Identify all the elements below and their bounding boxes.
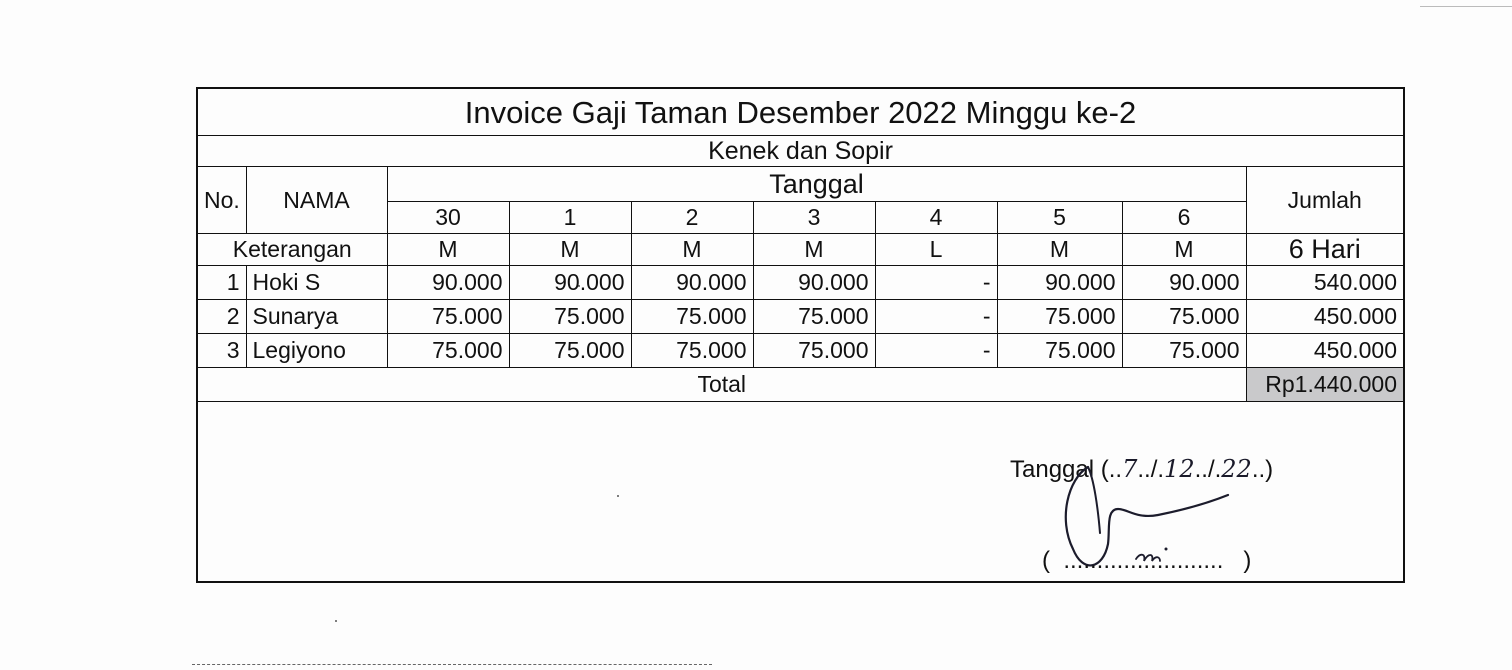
row-value: 75.000 (509, 300, 631, 334)
date-cell: 4 (875, 202, 997, 234)
header-nama: NAMA (246, 167, 387, 234)
date-cell: 2 (631, 202, 753, 234)
row-nama: Hoki S (246, 266, 387, 300)
sign-open-paren: ( (1042, 547, 1050, 574)
signature-date-label: Tanggal ( (1010, 456, 1109, 483)
header-tanggal: Tanggal (387, 167, 1246, 202)
row-value: 90.000 (509, 266, 631, 300)
invoice-subtitle: Kenek dan Sopir (198, 136, 1403, 167)
code-cell: M (509, 234, 631, 266)
row-jumlah: 450.000 (1246, 334, 1403, 368)
row-value: 75.000 (997, 334, 1122, 368)
total-row (198, 368, 1403, 402)
row-jumlah: 540.000 (1246, 266, 1403, 300)
row-value: 75.000 (1122, 300, 1246, 334)
signature-date: Tanggal (..7../.12../.22..) (1010, 455, 1274, 483)
code-cell: M (753, 234, 875, 266)
jumlah-hari: 6 Hari (1246, 234, 1403, 266)
row-value: 90.000 (631, 266, 753, 300)
row-value: 75.000 (387, 334, 509, 368)
row-value: 75.000 (387, 300, 509, 334)
row-value: 90.000 (753, 266, 875, 300)
code-cell: M (997, 234, 1122, 266)
total-label: Total (198, 368, 1246, 402)
date-cell: 5 (997, 202, 1122, 234)
code-cell: M (631, 234, 753, 266)
row-value: 75.000 (1122, 334, 1246, 368)
date-cell: 6 (1122, 202, 1246, 234)
sign-close-paren: ) (1243, 547, 1252, 574)
signature-date-day: 7 (1122, 455, 1138, 483)
row-value: - (875, 266, 997, 300)
row-nama: Legiyono (246, 334, 387, 368)
code-cell: L (875, 234, 997, 266)
row-value: 90.000 (387, 266, 509, 300)
row-value: 90.000 (997, 266, 1122, 300)
total-value: Rp1.440.000 (1246, 368, 1403, 402)
signature-area (198, 419, 1403, 581)
date-cell: 1 (509, 202, 631, 234)
row-no: 2 (198, 300, 246, 334)
signature-date-month: 12 (1164, 455, 1195, 483)
row-value: 75.000 (753, 334, 875, 368)
row-no: 1 (198, 266, 246, 300)
row-nama: Sunarya (246, 300, 387, 334)
code-cell: M (387, 234, 509, 266)
row-value: 90.000 (1122, 266, 1246, 300)
signature-date-close: ) (1265, 456, 1274, 483)
table-row (198, 266, 1403, 300)
row-value: - (875, 334, 997, 368)
table-row (198, 300, 1403, 334)
scan-speck (335, 620, 337, 622)
header-jumlah: Jumlah (1246, 167, 1403, 234)
table-row (198, 334, 1403, 368)
date-cell: 3 (753, 202, 875, 234)
row-value: - (875, 300, 997, 334)
row-value: 75.000 (631, 300, 753, 334)
signature-date-year: 22 (1221, 455, 1252, 483)
row-no: 3 (198, 334, 246, 368)
row-value: 75.000 (753, 300, 875, 334)
keterangan-label: Keterangan (198, 234, 387, 266)
row-jumlah: 450.000 (1246, 300, 1403, 334)
row-value: 75.000 (631, 334, 753, 368)
invoice-table (198, 89, 1403, 402)
scan-edge-line (1420, 6, 1512, 7)
signature-line: ( ........................ ) (1042, 547, 1252, 574)
header-no: No. (198, 167, 246, 234)
date-cell: 30 (387, 202, 509, 234)
row-value: 75.000 (997, 300, 1122, 334)
code-cell: M (1122, 234, 1246, 266)
scan-edge-dashes (192, 664, 712, 666)
row-value: 75.000 (509, 334, 631, 368)
invoice-sheet (196, 87, 1405, 583)
invoice-title: Invoice Gaji Taman Desember 2022 Minggu ke-2 (198, 89, 1403, 136)
